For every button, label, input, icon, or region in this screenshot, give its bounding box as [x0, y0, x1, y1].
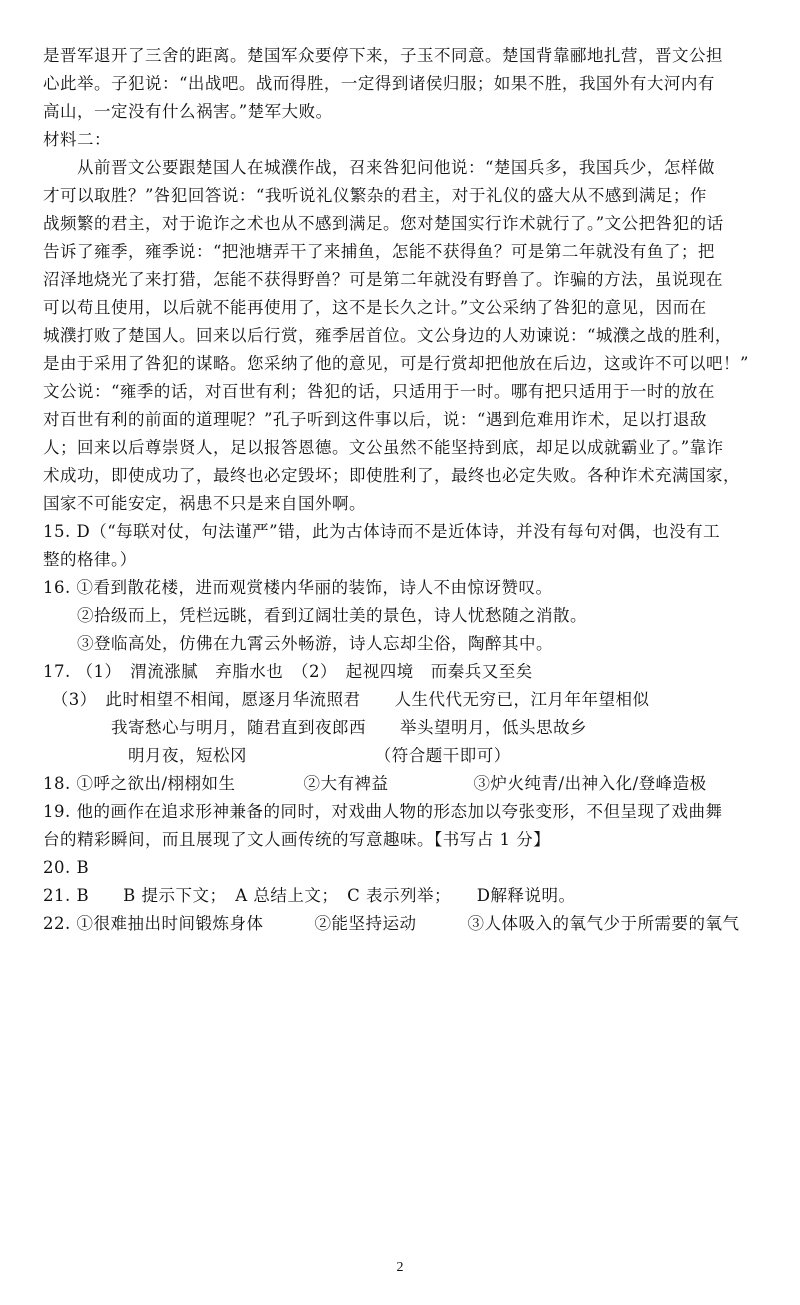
answer-19: 19. 他的画作在追求形神兼备的同时，对戏曲人物的形态加以夸张变形，不但呈现了戏曲舞 — [43, 802, 723, 821]
answer-15: 15. D（“每联对仗，句法谨严”错，此为古体诗而不是近体诗，并没有每句对偶，也没有工 — [43, 522, 721, 541]
text-line: 对百世有利的前面的道理呢？”孔子听到这件事以后，说：“遇到危难用诈术，足以打退敌 — [43, 410, 707, 429]
page-number: 2 — [396, 1260, 404, 1275]
answer-15-cont: 整的格律。） — [43, 550, 137, 569]
answer-22: 22. ①很难抽出时间锻炼身体 ②能坚持运动 ③人体吸入的氧气少于所需要的氧气 — [43, 914, 740, 933]
answer-21: 21. B B 提示下文； A 总结上文； C 表示列举； D解释说明。 — [43, 886, 576, 905]
text-line: 告诉了雍季，雍季说：“把池塘弄干了来捕鱼，怎能不获得鱼？可是第二年就没有鱼了；把 — [43, 242, 715, 261]
answer-16: 16. ①看到散花楼，进而观赏楼内华丽的装饰，诗人不由惊讶赞叹。 — [43, 578, 553, 597]
answer-16-item: ②拾级而上，凭栏远眺，看到辽阔壮美的景色，诗人忧愁随之消散。 — [43, 606, 587, 625]
text-line: 沼泽地烧光了来打猎，怎能不获得野兽？可是第二年就没有野兽了。诈骗的方法，虽说现在 — [43, 270, 723, 289]
text-line: 从前晋文公要跟楚国人在城濮作战，召来咎犯问他说：“楚国兵多，我国兵少，怎样做 — [43, 158, 715, 177]
section-heading: 材料二： — [43, 130, 111, 149]
text-line: 人；回来以后尊崇贤人，足以报答恩德。文公虽然不能坚持到底，却足以成就霸业了。”靠诈 — [43, 438, 724, 457]
text-line: 可以苟且使用，以后就不能再使用了，这不是长久之计。”文公采纳了咎犯的意见，因而在 — [43, 298, 707, 317]
answer-19-cont: 台的精彩瞬间，而且展现了文人画传统的写意趣味。【书写占 1 分】 — [43, 830, 551, 849]
answer-20: 20. B — [43, 858, 90, 877]
answer-16-item: ③登临高处，仿佛在九霄云外畅游，诗人忘却尘俗，陶醉其中。 — [43, 634, 553, 653]
answer-17-item: 明月夜，短松冈 （符合题干即可） — [43, 746, 511, 765]
text-line: 高山，一定没有什么祸害。”楚军大败。 — [43, 102, 333, 121]
answer-18: 18. ①呼之欲出/栩栩如生 ②大有裨益 ③炉火纯青/出神入化/登峰造极 — [43, 774, 707, 793]
text-line: 是由于采用了咎犯的谋略。您采纳了他的意见，可是行赏却把他放在后边，这或许不可以吧！” — [43, 354, 749, 373]
answer-17: 17. （1） 渭流涨腻 弃脂水也 （2） 起视四境 而秦兵又至矣 — [43, 662, 533, 681]
text-line: 心此举。子犯说：“出战吧。战而得胜，一定得到诸侯归服；如果不胜，我国外有大河内有 — [43, 74, 715, 93]
text-line: 术成功，即使成功了，最终也必定毁坏；即使胜利了，最终也必定失败。各种诈术充满国家， — [43, 466, 740, 485]
text-line: 城濮打败了楚国人。回来以后行赏，雍季居首位。文公身边的人劝谏说：“城濮之战的胜利， — [43, 326, 732, 345]
answer-17-item: 我寄愁心与明月，随君直到夜郎西 举头望明月，低头思故乡 — [43, 718, 587, 737]
answer-17-item: （3） 此时相望不相闻，愿逐月华流照君 人生代代无穷已，江月年年望相似 — [43, 690, 650, 709]
text-line: 是晋军退开了三舍的距离。楚国军众要停下来，子玉不同意。楚国背靠郦地扎营，晋文公担 — [43, 46, 723, 65]
text-line: 文公说：“雍季的话，对百世有利；咎犯的话，只适用于一时。哪有把只适用于一时的放在 — [43, 382, 715, 401]
text-line: 才可以取胜？”咎犯回答说：“我听说礼仪繁杂的君主，对于礼仪的盛大从不感到满足；作 — [43, 186, 707, 205]
text-line: 国家不可能安定，祸患不只是来自国外啊。 — [43, 494, 366, 513]
text-line: 战频繁的君主，对于诡诈之术也从不感到满足。您对楚国实行诈术就行了。”文公把咎犯的话 — [43, 214, 724, 233]
